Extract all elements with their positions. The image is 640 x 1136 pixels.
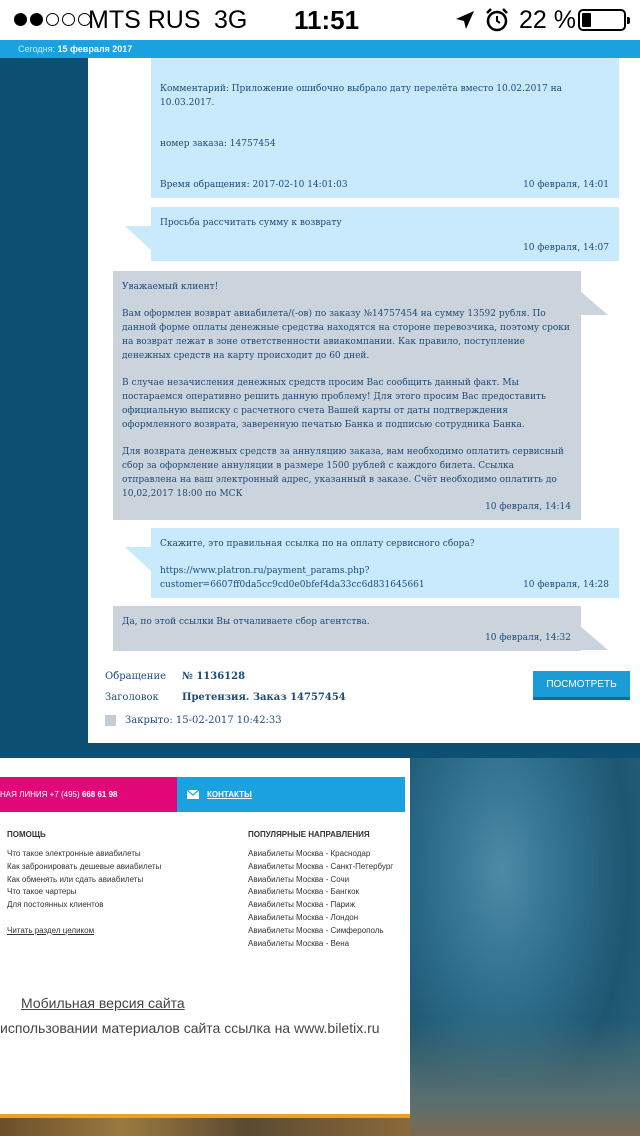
chat-message-agent: [113, 271, 581, 520]
footer-background-image: [410, 758, 640, 1136]
battery-icon: [578, 9, 626, 31]
bubble-tail: [580, 626, 608, 650]
bubble-tail: [125, 547, 151, 571]
message-time: 10 февраля, 14:28: [523, 580, 609, 590]
help-heading: ПОМОЩЬ: [7, 830, 46, 839]
message-text: В случае незачисления денежных средств просим Вас сообщить данный факт. Мы постараемся оперативно решить данную проблему! Для этого просим Вас предоставить официальную выписку с расчетного счета Вашей карты от даты подтверждения оформленного возврата, заверенную печатью Банка и подписью сотрудника Банка.: [122, 378, 549, 430]
chat-message-agent: [113, 606, 581, 651]
popular-link[interactable]: Авиабилеты Москва - Санкт-Петербург: [248, 862, 394, 871]
message-time: 10 февраля, 14:14: [485, 502, 571, 512]
battery-percent: 22 %: [519, 6, 576, 34]
message-text: Комментарий: Приложение ошибочно выбрало дату перелёта вместо 10.02.2017 на 10.03.2017.: [160, 84, 565, 108]
copyright-text: использовании материалов сайта ссылка на www.biletix.ru: [0, 1020, 380, 1036]
message-text: Для возврата денежных средств за аннуляцию заказа, вам необходимо оплатить сервисный сбор за оформление аннуляции в размере 1500 рублей с каждого билета. Ссылка отправлена на ваш электронный адрес, указанный в заказе. Счёт необходимо оплатить до 10,02,2017 18:00 по МСК: [122, 447, 567, 499]
network-type: 3G: [214, 6, 248, 34]
message-text: Просьба рассчитать сумму к возврату: [160, 218, 342, 228]
popular-link[interactable]: Авиабилеты Москва - Вена: [248, 939, 350, 948]
mail-icon: [187, 790, 199, 799]
signal-strength-icon: [14, 13, 91, 26]
popular-link[interactable]: Авиабилеты Москва - Париж: [248, 900, 355, 909]
message-text: номер заказа: 14757454: [160, 139, 276, 149]
left-rail: [0, 58, 88, 758]
today-date-bar: [0, 40, 640, 58]
bubble-tail: [580, 291, 608, 315]
message-text: Да, по этой ссылки Вы отчаливаете сбор агентства.: [122, 617, 370, 627]
contacts-label: КОНТАКТЫ: [207, 790, 252, 799]
view-button[interactable]: ПОСМОТРЕТЬ: [533, 671, 630, 700]
chat-message-client: [151, 58, 619, 198]
bubble-tail: [125, 226, 151, 250]
message-time: 10 февраля, 14:01: [523, 180, 609, 190]
message-time: 10 февраля, 14:07: [523, 243, 609, 253]
message-text: Время обращения: 2017-02-10 14:01:03: [160, 180, 348, 190]
chat-message-client: [151, 207, 619, 261]
message-time: 10 февраля, 14:32: [485, 633, 571, 643]
hotline-label: НАЯ ЛИНИЯ +7 (495): [0, 790, 80, 799]
popular-link[interactable]: Авиабилеты Москва - Краснодар: [248, 849, 371, 858]
hotline-bar[interactable]: [0, 777, 177, 812]
closed-checkbox: [105, 715, 116, 726]
title-label: Заголовок: [105, 692, 159, 703]
status-time: 11:51: [294, 5, 360, 35]
today-label: Сегодня:: [18, 44, 55, 54]
popular-heading: ПОПУЛЯРНЫЕ НАПРАВЛЕНИЯ: [248, 830, 370, 839]
hotline-number[interactable]: 668 61 98: [81, 790, 118, 799]
alarm-clock-icon: [484, 7, 510, 33]
footer-photo: [0, 1118, 410, 1136]
help-link[interactable]: Что такое электронные авиабилеты: [7, 849, 141, 858]
popular-link[interactable]: Авиабилеты Москва - Бангкок: [248, 887, 360, 896]
help-more-link[interactable]: Читать раздел целиком: [7, 926, 95, 935]
status-bar: [0, 0, 640, 40]
message-text: Скажите, это правильная ссылка по на оплату сервисного сбора?: [160, 539, 475, 549]
chat-message-client: [151, 528, 619, 598]
mobile-version-link[interactable]: Мобильная версия сайта: [21, 995, 185, 1011]
popular-link[interactable]: Авиабилеты Москва - Лондон: [248, 913, 359, 922]
closed-status: Закрыто: 15-02-2017 10:42:33: [125, 715, 282, 726]
request-number: № 1136128: [182, 671, 246, 682]
help-link[interactable]: Как обменять или сдать авиабилеты: [7, 875, 144, 884]
message-text: Уважаемый клиент!: [122, 282, 219, 292]
location-arrow-icon: [454, 9, 476, 31]
help-link[interactable]: Для постоянных клиентов: [7, 900, 104, 909]
site-footer: [0, 758, 410, 1136]
request-label: Обращение: [105, 671, 167, 682]
contacts-link[interactable]: [177, 777, 405, 812]
carrier-name: MTS RUS: [88, 6, 201, 34]
popular-link[interactable]: Авиабилеты Москва - Симферополь: [248, 926, 384, 935]
popular-link[interactable]: Авиабилеты Москва - Сочи: [248, 875, 350, 884]
message-text: Вам оформлен возврат авиабилета/(-ов) по заказу №14757454 на сумму 13592 рубля. По данной форме оплаты денежные средства находятся на стороне перевозчика, поэтому сроки на возврат лежат в зоне ответственности авиакомпании. Как правило, поступление денежных средств на карту происходит до 60 дней.: [122, 309, 573, 361]
content-bottom-border: [88, 743, 640, 758]
help-link[interactable]: Как забронировать дешевые авиабилеты: [7, 862, 162, 871]
help-link[interactable]: Что такое чартеры: [7, 887, 77, 896]
today-date: 15 февраля 2017: [57, 44, 133, 54]
message-link[interactable]: https://www.platron.ru/payment_params.php?customer=6607ff0da5cc9cd0e0bfef4da33cc6d831645661: [160, 566, 425, 590]
ticket-title: Претензия. Заказ 14757454: [182, 692, 346, 703]
